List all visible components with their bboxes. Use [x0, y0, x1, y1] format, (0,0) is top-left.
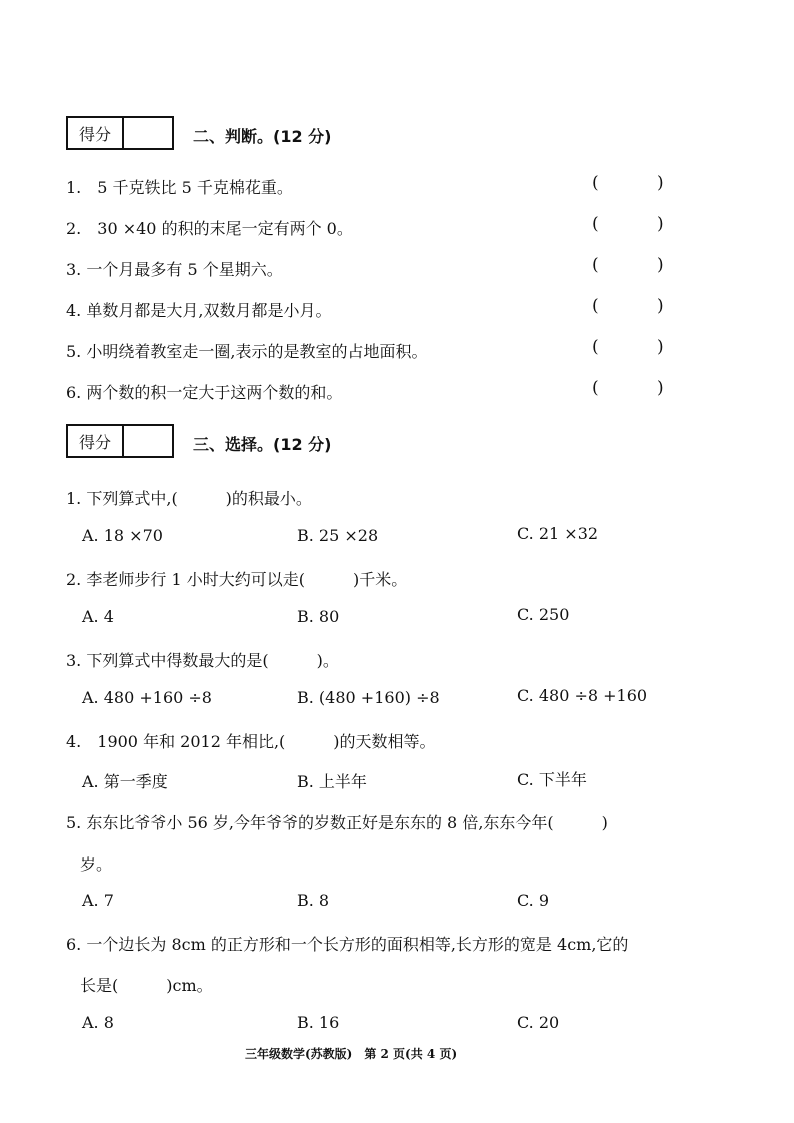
choice-question: 1. 下列算式中,( )的积最小。 [66, 489, 312, 508]
section-heading-choice: 三、选择。(12 分) [193, 435, 332, 454]
choice-question: 5. 东东比爷爷小 56 岁,今年爷爷的岁数正好是东东的 8 倍,东东今年( ) [66, 813, 608, 832]
judge-item: 1. 5 千克铁比 5 千克棉花重。 [66, 178, 293, 197]
option-b: B. 上半年 [297, 772, 367, 791]
answer-paren-open: ( [592, 255, 599, 275]
judge-item: 3. 一个月最多有 5 个星期六。 [66, 260, 283, 279]
option-a: A. 4 [82, 607, 114, 626]
score-box [66, 424, 174, 458]
score-box [66, 116, 174, 150]
score-blank[interactable] [124, 426, 172, 456]
choice-question: 2. 李老师步行 1 小时大约可以走( )千米。 [66, 570, 408, 589]
option-a: A. 7 [82, 891, 114, 910]
judge-item: 2. 30 ×40 的积的末尾一定有两个 0。 [66, 219, 353, 238]
option-b: B. 80 [297, 607, 340, 626]
section-heading-judge: 二、判断。(12 分) [193, 127, 332, 146]
option-c: C. 480 ÷8 +160 [517, 686, 648, 705]
answer-paren-open: ( [592, 337, 599, 357]
answer-paren-open: ( [592, 173, 599, 193]
option-b: B. (480 +160) ÷8 [297, 688, 440, 707]
answer-paren-close: ) [657, 378, 664, 398]
choice-question-continued: 长是( )cm。 [80, 976, 213, 995]
option-c: C. 20 [517, 1013, 560, 1032]
answer-paren-close: ) [657, 255, 664, 275]
option-c: C. 250 [517, 605, 570, 624]
option-c: C. 9 [517, 891, 550, 910]
option-b: B. 16 [297, 1013, 340, 1032]
score-label: 得分 [68, 118, 124, 148]
answer-paren-open: ( [592, 296, 599, 316]
judge-item: 4. 单数月都是大月,双数月都是小月。 [66, 301, 332, 320]
option-b: B. 25 ×28 [297, 526, 379, 545]
score-blank[interactable] [124, 118, 172, 148]
judge-item: 5. 小明绕着教室走一圈,表示的是教室的占地面积。 [66, 342, 428, 361]
option-b: B. 8 [297, 891, 330, 910]
answer-paren-open: ( [592, 378, 599, 398]
option-c: C. 下半年 [517, 770, 587, 789]
choice-question: 4. 1900 年和 2012 年相比,( )的天数相等。 [66, 732, 436, 751]
answer-paren-close: ) [657, 296, 664, 316]
choice-question: 6. 一个边长为 8cm 的正方形和一个长方形的面积相等,长方形的宽是 4cm,它的 [66, 935, 629, 954]
option-a: A. 第一季度 [82, 772, 168, 791]
choice-question: 3. 下列算式中得数最大的是( )。 [66, 651, 339, 670]
answer-paren-close: ) [657, 337, 664, 357]
page-footer: 三年级数学(苏教版) 第 2 页(共 4 页) [245, 1047, 458, 1061]
option-a: A. 480 +160 ÷8 [82, 688, 212, 707]
option-a: A. 8 [82, 1013, 114, 1032]
choice-question-continued: 岁。 [80, 855, 113, 874]
option-c: C. 21 ×32 [517, 524, 599, 543]
score-label: 得分 [68, 426, 124, 456]
answer-paren-close: ) [657, 173, 664, 193]
answer-paren-close: ) [657, 214, 664, 234]
judge-item: 6. 两个数的积一定大于这两个数的和。 [66, 383, 343, 402]
answer-paren-open: ( [592, 214, 599, 234]
option-a: A. 18 ×70 [82, 526, 163, 545]
